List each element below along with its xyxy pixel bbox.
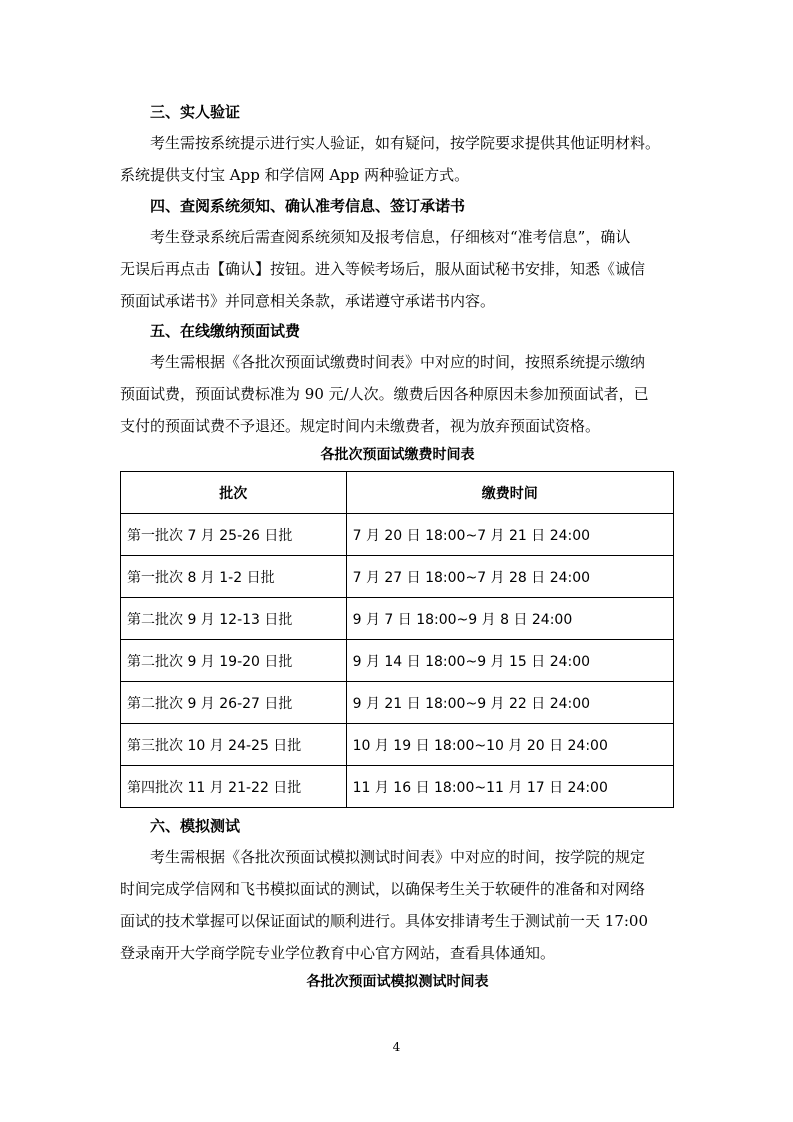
paragraph-line: 考生需根据《各批次预面试缴费时间表》中对应的时间，按照系统提示缴纳 xyxy=(150,353,646,371)
column-header-payment-time: 缴费时间 xyxy=(346,472,673,514)
section-heading-4: 四、查阅系统须知、确认准考信息、签订承诺书 xyxy=(150,197,466,215)
table-row xyxy=(121,724,674,766)
paragraph-line: 登录南开大学商学院专业学位教育中心官方网站，查看具体通知。 xyxy=(120,944,556,962)
paragraph-line: 预面试费，预面试费标准为 90 元/人次。缴费后因各种原因未参加预面试者，已 xyxy=(120,385,649,403)
section-3-paragraph xyxy=(120,127,675,191)
batch-cell: 第二批次 9 月 12-13 日批 xyxy=(121,598,347,640)
paragraph-line: 预面试承诺书》并同意相关条款，承诺遵守承诺书内容。 xyxy=(120,292,496,310)
table-row xyxy=(121,514,674,556)
payment-time-cell: 11 月 16 日 18:00~11 月 17 日 24:00 xyxy=(346,766,673,808)
table-row xyxy=(121,598,674,640)
table-header-row xyxy=(121,472,674,514)
section-heading-6: 六、模拟测试 xyxy=(150,817,241,835)
table-row xyxy=(121,556,674,598)
section-6-paragraph xyxy=(120,841,675,969)
payment-time-cell: 10 月 19 日 18:00~10 月 20 日 24:00 xyxy=(346,724,673,766)
column-header-batch: 批次 xyxy=(121,472,347,514)
paragraph-line: 无误后再点击【确认】按钮。进入等候考场后，服从面试秘书安排，知悉《诚信 xyxy=(120,260,646,278)
paragraph-line: 支付的预面试费不予退还。规定时间内未缴费者，视为放弃预面试资格。 xyxy=(120,417,601,435)
payment-time-cell: 7 月 27 日 18:00~7 月 28 日 24:00 xyxy=(346,556,673,598)
batch-cell: 第三批次 10 月 24-25 日批 xyxy=(121,724,347,766)
batch-cell: 第二批次 9 月 19-20 日批 xyxy=(121,640,347,682)
paragraph-line: 考生需按系统提示进行实人验证，如有疑问，按学院要求提供其他证明材料。 xyxy=(150,134,661,152)
paragraph-line: 考生登录系统后需查阅系统须知及报考信息，仔细核对“准考信息”，确认 xyxy=(150,228,631,246)
paragraph-line: 系统提供支付宝 App 和学信网 App 两种验证方式。 xyxy=(120,166,470,184)
fee-table-caption: 各批次预面试缴费时间表 xyxy=(320,447,475,463)
payment-time-cell: 9 月 14 日 18:00~9 月 15 日 24:00 xyxy=(346,640,673,682)
payment-time-cell: 7 月 20 日 18:00~7 月 21 日 24:00 xyxy=(346,514,673,556)
table-row xyxy=(121,640,674,682)
section-heading-5: 五、在线缴纳预面试费 xyxy=(150,322,301,340)
payment-time-cell: 9 月 7 日 18:00~9 月 8 日 24:00 xyxy=(346,598,673,640)
section-5-paragraph xyxy=(120,346,675,442)
mock-test-table-caption: 各批次预面试模拟测试时间表 xyxy=(306,974,489,990)
section-heading-3: 三、实人验证 xyxy=(150,103,241,121)
batch-cell: 第四批次 11 月 21-22 日批 xyxy=(121,766,347,808)
paragraph-line: 考生需根据《各批次预面试模拟测试时间表》中对应的时间，按学院的规定 xyxy=(150,848,646,866)
table-row xyxy=(121,766,674,808)
table-row xyxy=(121,682,674,724)
batch-cell: 第二批次 9 月 26-27 日批 xyxy=(121,682,347,724)
page-number: 4 xyxy=(392,1040,401,1054)
paragraph-line: 时间完成学信网和飞书模拟面试的测试，以确保考生关于软硬件的准备和对网络 xyxy=(120,880,646,898)
section-4-paragraph xyxy=(120,221,675,317)
fee-schedule-table xyxy=(120,471,674,808)
batch-cell: 第一批次 8 月 1-2 日批 xyxy=(121,556,347,598)
batch-cell: 第一批次 7 月 25-26 日批 xyxy=(121,514,347,556)
payment-time-cell: 9 月 21 日 18:00~9 月 22 日 24:00 xyxy=(346,682,673,724)
paragraph-line: 面试的技术掌握可以保证面试的顺利进行。具体安排请考生于测试前一天 17:00 xyxy=(120,912,648,930)
